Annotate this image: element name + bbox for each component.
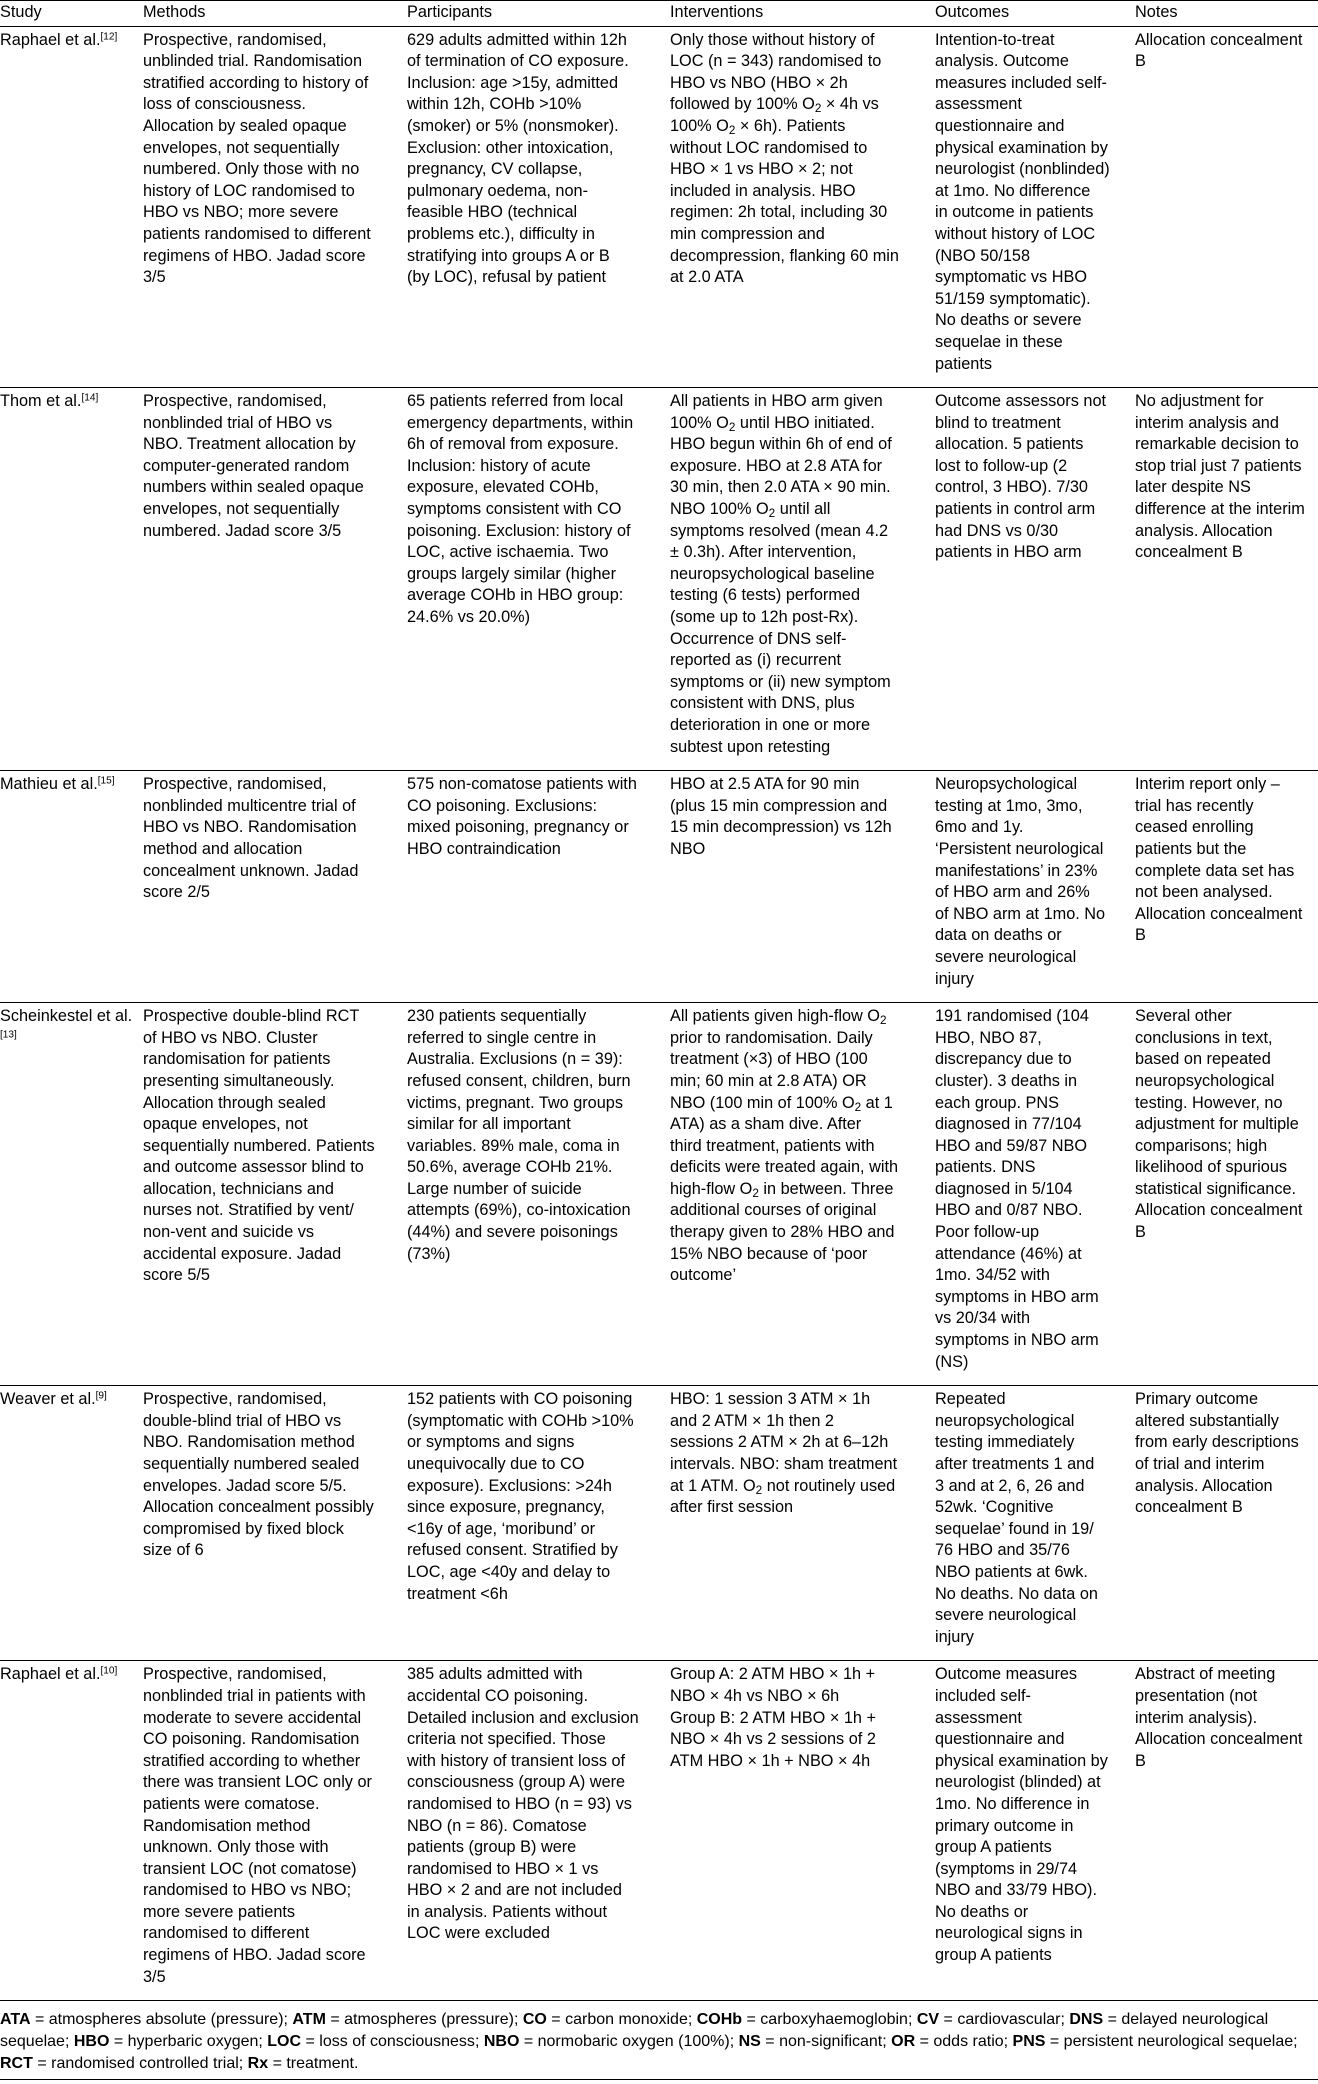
study-reference: [10] [100, 1665, 118, 1677]
methods-text: Prospective double-blind RCT of HBO vs NBO. Cluster randomisation for patients presenting simultaneously. Allocation through sealed opaque envelopes, not sequentially numbered. Patients and outcome assessor blind to allocation, technicians and nurses not. Stratified by vent/ non-vent and suicide vs accidental exposure. Jadad score 5/5 [143, 1007, 375, 1285]
outcomes-cell [935, 771, 1135, 1003]
interventions-text: All patients in HBO arm given 100% $O_2$ until HBO initiated. HBO begun within 6h of end of exposure. HBO at 2.8 ATA for 30 min, then 2.0 ATA × 90 min. NBO 100% $O_2$ until all symptoms resolved (mean 4.2 ± 0.3h). After intervention, neuropsychological baseline testing (6 tests) performed (some up to 12h post-Rx). Occurrence of DNS self- reported as (i) recurrent symptoms or (ii) new symptom consistent with DNS, plus deterioration in one or more subtest upon retesting [670, 392, 892, 756]
methods-text: Prospective, randomised, nonblinded trial in patients with moderate to severe accidental CO poisoning. Randomisation stratified according to whether there was transient LOC only or patients were comatose. Randomisation method unknown. Only those with transient LOC (not comatose) randomised to HBO vs NBO; more severe patients randomised to different regimens of HBO. Jadad score 3/5 [143, 1665, 372, 1986]
abbreviation-term: CO [522, 2011, 547, 2029]
participants-cell [407, 1386, 670, 1661]
study-name: Scheinkestel et al. [0, 1007, 133, 1026]
participants-cell [407, 26, 670, 388]
participants-text: 65 patients referred from local emergency departments, within 6h of removal from exposure. Inclusion: history of acute exposure, elevated COHb, symptoms consistent with CO poisoning. Exclusion: history of LOC, active ischaemia. Two groups largely similar (higher average COHb in HBO group: 24.6% vs 20.0%) [407, 392, 634, 627]
participants-text: 230 patients sequentially referred to single centre in Australia. Exclusions (n = 39): refused consent, children, burn victims, pregnant. Two groups similar for all important variables. 89% male, coma in 50.6%, average COHb 21%. Large number of suicide attempts (69%), co-intoxication (44%) and severe poisonings (73%) [407, 1007, 631, 1263]
abbreviation-definition: delayed neurological sequelae [0, 2011, 1269, 2051]
study-name: Mathieu et al. [0, 775, 98, 794]
methods-cell [143, 1003, 407, 1386]
participants-text: 385 adults admitted with accidental CO poisoning. Detailed inclusion and exclusion criteria not specified. Those with history of transient loss of consciousness (group A) were randomised to HBO (n = 93) vs NBO (n = 86). Comatose patients (group B) were randomised to HBO × 1 vs HBO × 2 and are not included in analysis. Patients without LOC were excluded [407, 1665, 639, 1943]
interventions-cell [670, 1386, 935, 1661]
abbreviation-term: HBO [73, 2033, 110, 2051]
table-header [0, 1, 1318, 27]
abbreviation-term: ATA [0, 2011, 31, 2029]
notes-cell [1135, 388, 1318, 771]
outcomes-cell [935, 1386, 1135, 1661]
study-cell [0, 1386, 143, 1661]
outcomes-text: Repeated neuropsychological testing immediately after treatments 1 and 3 and at 2, 6, 26 and 52wk. ‘Cognitive sequelae’ found in 19/ 76 HBO and 35/76 NBO patients at 6wk. No deaths. No data on severe neurological injury [935, 1390, 1098, 1646]
notes-text: Abstract of meeting presentation (not interim analysis). Allocation concealment B [1135, 1665, 1303, 1770]
abbreviation-term: LOC [267, 2033, 302, 2051]
methods-cell [143, 26, 407, 388]
study-cell [0, 26, 143, 388]
study-cell [0, 771, 143, 1003]
participants-cell [407, 388, 670, 771]
participants-cell [407, 1661, 670, 2001]
interventions-cell [670, 388, 935, 771]
abbreviations-footnote: ATA = atmospheres absolute (pressure); ATM = atmospheres (pressure); CO = carbon monoxide; COHb = carboxyhaemoglobin; CV = cardiovascular; DNS = delayed neurological sequelae; HBO = hyperbaric oxygen; LOC = loss of consciousness; NBO = normobaric oxygen (100%); NS = non-significant; OR = odds ratio; PNS = persistent neurological sequelae; RCT = randomised controlled trial; Rx = treatment. [0, 2001, 1318, 2080]
interventions-text: HBO: 1 session 3 ATM × 1h and 2 ATM × 1h then 2 sessions 2 ATM × 2h at 6–12h intervals. NBO: sham treatment at 1 ATM. $O_2$ not routinely used after first session [670, 1390, 898, 1517]
table-row [0, 26, 1318, 388]
abbreviation-definition: hyperbaric oxygen [127, 2033, 259, 2051]
interventions-cell [670, 771, 935, 1003]
outcomes-text: Outcome assessors not blind to treatment allocation. 5 patients lost to follow-up (2 control, 3 HBO). 7/30 patients in control arm had DNS vs 0/30 patients in HBO arm [935, 392, 1107, 562]
abbreviation-term: Rx [247, 2055, 269, 2073]
outcomes-cell [935, 388, 1135, 771]
abbreviation-definition: treatment [286, 2055, 354, 2073]
study-reference: [9] [95, 1390, 107, 1402]
study-reference: [15] [97, 775, 115, 787]
study-reference: [12] [100, 31, 118, 43]
methods-cell [143, 388, 407, 771]
study-name: Raphael et al. [0, 1665, 101, 1684]
outcomes-text: Outcome measures included self- assessment questionnaire and physical examination by neurologist (blinded) at 1mo. No difference in primary outcome in group A patients (symptoms in 29/74 NBO and 33/79 HBO). No deaths or neurological signs in group A patients [935, 1665, 1108, 1965]
abbreviation-term: RCT [0, 2055, 33, 2073]
notes-text: Primary outcome altered substantially from early descriptions of trial and interim analysis. Allocation concealment B [1135, 1390, 1299, 1517]
study-cell [0, 1003, 143, 1386]
methods-text: Prospective, randomised, double-blind trial of HBO vs NBO. Randomisation method sequentially numbered sealed envelopes. Jadad score 5/5. Allocation concealment possibly compromised by fixed block size of 6 [143, 1390, 374, 1560]
interventions-cell [670, 1003, 935, 1386]
notes-cell [1135, 771, 1318, 1003]
abbreviation-definition: loss of consciousness [319, 2033, 475, 2051]
interventions-text: Group A: 2 ATM HBO × 1h + NBO × 4h vs NBO × 6h Group B: 2 ATM HBO × 1h + NBO × 4h vs 2 sessions of 2 ATM HBO × 1h + NBO × 4h [670, 1665, 877, 1770]
column-header-participants: Participants [407, 1, 670, 27]
column-header-methods: Methods [143, 1, 407, 27]
table-body [0, 26, 1318, 2001]
abbreviation-definition: carbon monoxide [565, 2011, 688, 2029]
methods-text: Prospective, randomised, unblinded trial. Randomisation stratified according to history of loss of consciousness. Allocation by sealed opaque envelopes, not sequentially numbered. Only those with no history of LOC randomised to HBO vs NBO; more severe patients randomised to different regimens of HBO. Jadad score 3/5 [143, 30, 371, 287]
abbreviation-definition: odds ratio [933, 2033, 1004, 2051]
header-row [0, 1, 1318, 27]
study-name: Raphael et al. [0, 30, 101, 49]
methods-text: Prospective, randomised, nonblinded trial of HBO vs NBO. Treatment allocation by computer-generated random numbers within sealed opaque envelopes, not sequentially numbered. Jadad score 3/5 [143, 392, 364, 540]
outcomes-text: Intention-to-treat analysis. Outcome measures included self- assessment questionnaire and physical examination by neurologist (nonblinded) at 1mo. No difference in outcome in patients without history of LOC (NBO 50/158 symptomatic vs HBO 51/159 symptomatic). No deaths or severe sequelae in these patients [935, 30, 1110, 373]
column-header-study: Study [0, 1, 143, 27]
methods-cell [143, 1661, 407, 2001]
study-cell [0, 1661, 143, 2001]
abbreviation-definition: carboxyhaemoglobin [760, 2011, 908, 2029]
study-reference: [13] [0, 1029, 17, 1041]
abbreviation-definition: atmospheres (pressure) [344, 2011, 514, 2029]
study-reference: [14] [81, 392, 99, 404]
participants-cell [407, 1003, 670, 1386]
abbreviation-term: COHb [696, 2011, 743, 2029]
abbreviation-definition: cardiovascular [957, 2011, 1061, 2029]
interventions-text: All patients given high-flow $O_2$ prior to randomisation. Daily treatment (×3) of HBO (100 min; 60 min at 2.8 ATA) OR NBO (100 min of 100% $O_2$ at 1 ATA) as a sham dive. After third treatment, patients with deficits were treated again, with high-flow $O_2$ in between. Three additional courses of original therapy given to 28% HBO and 15% NBO because of ‘poor outcome’ [670, 1007, 899, 1285]
column-header-outcomes: Outcomes [935, 1, 1135, 27]
table-row [0, 388, 1318, 771]
abbreviation-term: PNS [1012, 2033, 1046, 2051]
notes-text: No adjustment for interim analysis and remarkable decision to stop trial just 7 patients later despite NS difference at the interim analysis. Allocation concealment B [1135, 392, 1305, 562]
participants-text: 575 non-comatose patients with CO poisoning. Exclusions: mixed poisoning, pregnancy or HBO contraindication [407, 775, 637, 858]
participants-cell [407, 771, 670, 1003]
table-row [0, 1661, 1318, 2001]
interventions-cell [670, 26, 935, 388]
interventions-cell [670, 1661, 935, 2001]
methods-cell [143, 1386, 407, 1661]
table-row [0, 1003, 1318, 1386]
notes-cell [1135, 1386, 1318, 1661]
notes-text: Several other conclusions in text, based on repeated neuropsychological testing. However, no adjustment for multiple comparisons; high likelihood of spurious statistical significance. Allocation concealment B [1135, 1007, 1303, 1242]
abbreviation-term: DNS [1069, 2011, 1104, 2029]
participants-text: 152 patients with CO poisoning (symptomatic with COHb >10% or symptoms and signs unequivocally due to CO exposure). Exclusions: >24h since exposure, pregnancy, <16y of age, ‘moribund’ or refused consent. Stratified by LOC, age <40y and delay to treatment <6h [407, 1390, 634, 1603]
abbreviation-definition: randomised controlled trial [51, 2055, 239, 2073]
methods-text: Prospective, randomised, nonblinded multicentre trial of HBO vs NBO. Randomisation method and allocation concealment unknown. Jadad score 2/5 [143, 775, 359, 902]
outcomes-cell [935, 26, 1135, 388]
outcomes-cell [935, 1661, 1135, 2001]
column-header-interventions: Interventions [670, 1, 935, 27]
abbreviation-term: OR [891, 2033, 916, 2051]
interventions-text: Only those without history of LOC (n = 343) randomised to HBO vs NBO (HBO × 2h followed by 100% $O_2 \times 4h$ vs 100% $O_2 \times 6h$). Patients without LOC randomised to HBO × 1 vs HBO × 2; not included in analysis. HBO regimen: 2h total, including 30 min compression and decompression, flanking 60 min at 2.0 ATA [670, 30, 899, 287]
column-header-notes: Notes [1135, 1, 1318, 27]
interventions-text: HBO at 2.5 ATA for 90 min (plus 15 min compression and 15 min decompression) vs 12h NBO [670, 775, 892, 858]
table-row [0, 771, 1318, 1003]
table-row [0, 1386, 1318, 1661]
participants-text: 629 adults admitted within 12h of termination of CO exposure. Inclusion: age >15y, admitted within 12h, COHb >10% (smoker) or 5% (nonsmoker). Exclusion: other intoxication, pregnancy, CV collapse, pulmonary oedema, non- feasible HBO (technical problems etc.), difficulty in stratifying into groups A or B (by LOC), refusal by patient [407, 30, 629, 287]
study-cell [0, 388, 143, 771]
abbreviation-definition: atmospheres absolute (pressure) [48, 2011, 284, 2029]
study-name: Thom et al. [0, 392, 82, 411]
outcomes-text: 191 randomised (104 HBO, NBO 87, discrepancy due to cluster). 3 deaths in each group. PNS diagnosed in 77/104 HBO and 59/87 NBO patients. DNS diagnosed in 5/104 HBO and 0/87 NBO. Poor follow-up attendance (46%) at 1mo. 34/52 with symptoms in HBO arm vs 20/34 with symptoms in NBO arm (NS) [935, 1007, 1099, 1371]
notes-cell [1135, 26, 1318, 388]
study-name: Weaver et al. [0, 1390, 96, 1409]
abbreviation-term: NBO [483, 2033, 520, 2051]
notes-text: Allocation concealment B [1135, 30, 1303, 71]
methods-cell [143, 771, 407, 1003]
outcomes-text: Neuropsychological testing at 1mo, 3mo, 6mo and 1y. ‘Persistent neurological manifestations’ in 23% of HBO arm and 26% of NBO arm at 1mo. No data on deaths or severe neurological injury [935, 775, 1106, 988]
notes-cell [1135, 1003, 1318, 1386]
outcomes-cell [935, 1003, 1135, 1386]
notes-cell [1135, 1661, 1318, 2001]
abbreviation-definition: non-significant [779, 2033, 883, 2051]
abbreviation-term: CV [916, 2011, 940, 2029]
abbreviation-definition: persistent neurological sequelae [1063, 2033, 1294, 2051]
abbreviation-term: ATM [292, 2011, 326, 2029]
abbreviation-definition: normobaric oxygen (100%) [537, 2033, 730, 2051]
notes-text: Interim report only – trial has recently ceased enrolling patients but the complete data set has not been analysed. Allocation concealment B [1135, 775, 1303, 945]
abbreviation-term: NS [738, 2033, 761, 2051]
